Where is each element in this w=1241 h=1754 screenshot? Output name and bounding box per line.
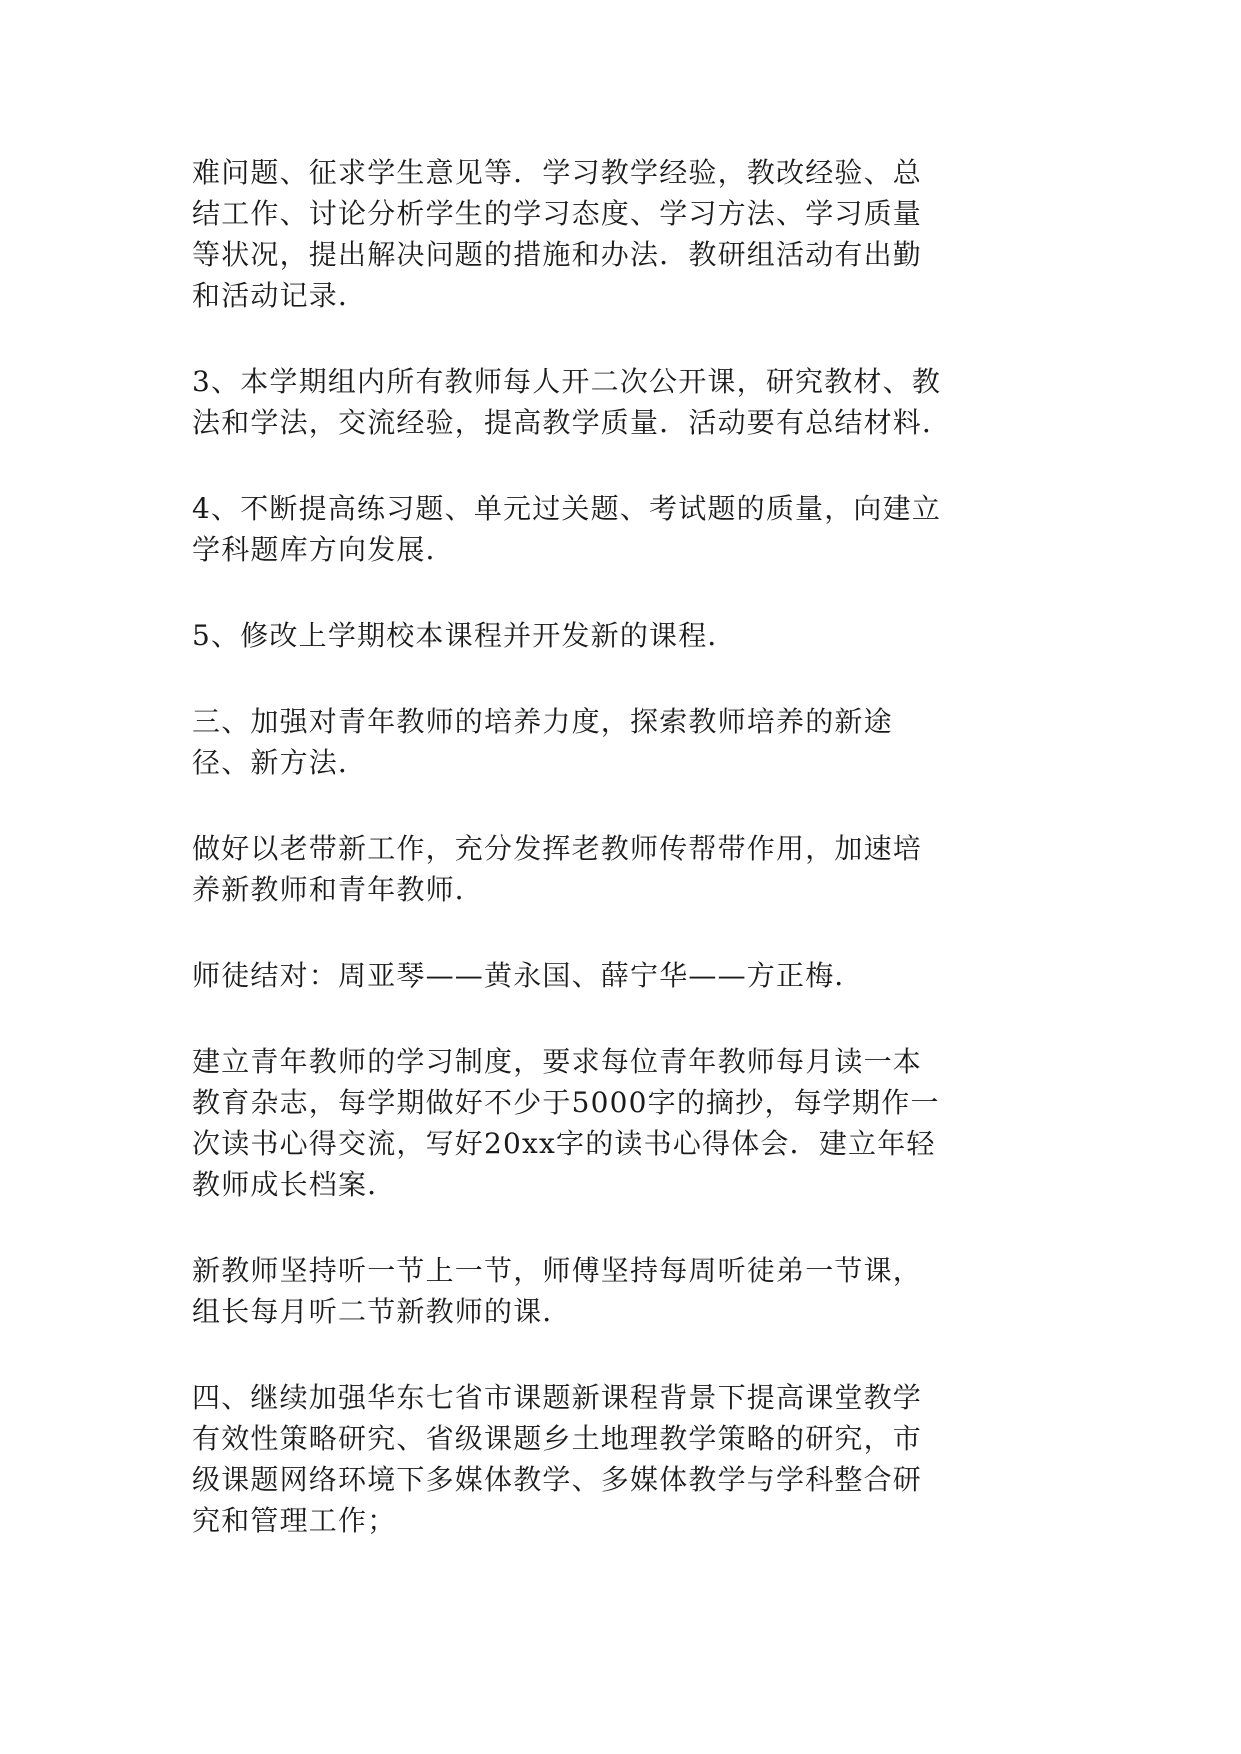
paragraph-research-activities — [192, 152, 1062, 316]
text-line: 4、不断提高练习题、单元过关题、考试题的质量，向建立 — [192, 492, 942, 525]
text-line: 究和管理工作； — [192, 1504, 397, 1537]
paragraph-lesson-observation — [192, 1250, 1062, 1332]
text-line: 组长每月听二节新教师的课． — [192, 1295, 572, 1328]
section-heading-4 — [192, 1377, 1062, 1541]
text-line: 教育杂志，每学期做好不少于5000字的摘抄，每学期作一 — [192, 1086, 940, 1119]
paragraph-study-system — [192, 1041, 1062, 1205]
text-line: 四、继续加强华东七省市课题新课程背景下提高课堂教学 — [192, 1381, 923, 1414]
section-heading-3 — [192, 701, 1062, 783]
paragraph-item-3 — [192, 361, 1062, 443]
text-line: 法和学法，交流经验，提高教学质量．活动要有总结材料． — [192, 406, 952, 439]
text-line: 难问题、征求学生意见等．学习教学经验，教改经验、总 — [192, 156, 923, 189]
text-line: 做好以老带新工作，充分发挥老教师传帮带作用，加速培 — [192, 832, 923, 865]
paragraph-mentor-pairs — [192, 955, 1062, 996]
paragraph-item-4 — [192, 488, 1062, 570]
paragraph-item-5 — [192, 615, 1062, 656]
text-line: 3、本学期组内所有教师每人开二次公开课，研究教材、教 — [192, 365, 942, 398]
text-line: 5、修改上学期校本课程并开发新的课程． — [192, 619, 737, 652]
text-line: 次读书心得交流，写好20xx字的读书心得体会．建立年轻 — [192, 1127, 936, 1160]
text-line: 养新教师和青年教师． — [192, 873, 485, 906]
text-line: 建立青年教师的学习制度，要求每位青年教师每月读一本 — [192, 1045, 923, 1078]
text-line: 师徒结对：周亚琴——黄永国、薛宁华——方正梅． — [192, 959, 864, 992]
text-line: 径、新方法． — [192, 746, 368, 779]
text-line: 和活动记录． — [192, 279, 368, 312]
text-line: 新教师坚持听一节上一节，师傅坚持每周听徒弟一节课， — [192, 1254, 923, 1287]
text-line: 三、加强对青年教师的培养力度，探索教师培养的新途 — [192, 705, 893, 738]
document-body — [192, 152, 1062, 1586]
text-line: 结工作、讨论分析学生的学习态度、学习方法、学习质量 — [192, 197, 923, 230]
text-line: 等状况，提出解决问题的措施和办法．教研组活动有出勤 — [192, 238, 923, 271]
text-line: 有效性策略研究、省级课题乡土地理教学策略的研究，市 — [192, 1422, 923, 1455]
text-line: 教师成长档案． — [192, 1168, 397, 1201]
text-line: 学科题库方向发展． — [192, 533, 455, 566]
text-line: 级课题网络环境下多媒体教学、多媒体教学与学科整合研 — [192, 1463, 923, 1496]
paragraph-mentoring — [192, 828, 1062, 910]
